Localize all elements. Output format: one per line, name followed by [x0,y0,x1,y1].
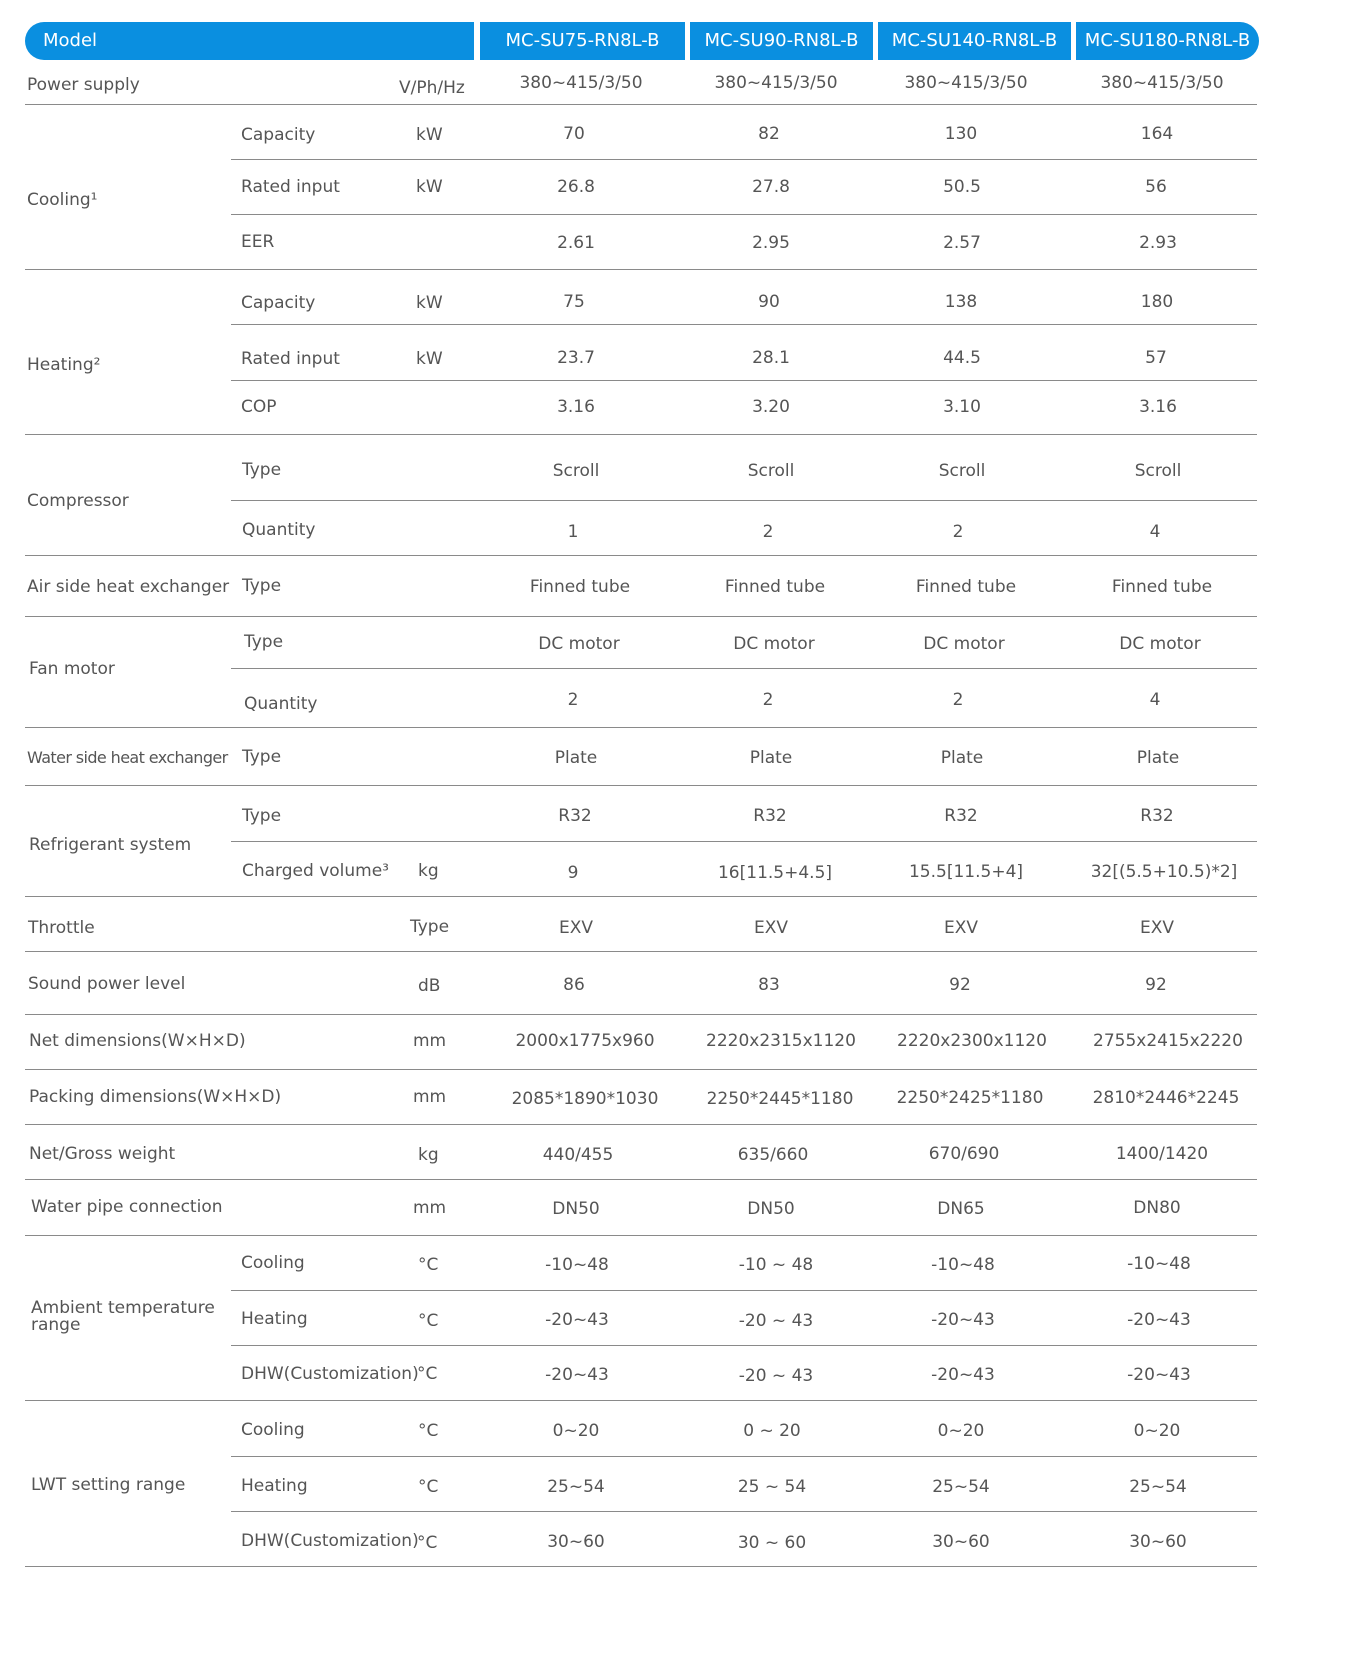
cell: 0~20 [552,1421,600,1441]
divider [231,1290,1257,1291]
cell: 164 [1140,124,1174,144]
divider [231,1456,1257,1457]
cell: 23.7 [557,348,595,368]
cell: 2250*2425*1180 [896,1088,1044,1108]
cell: -10~48 [545,1255,609,1275]
cell: 2810*2446*2245 [1092,1088,1240,1108]
divider [25,951,1257,952]
cell: 90 [758,292,780,312]
cell: 130 [944,124,978,144]
cell: 4 [1149,690,1161,710]
cell: Plate [940,748,984,768]
unit: °C [418,1477,439,1497]
cell: Scroll [938,461,986,481]
row-label-water-pipe: Water pipe connection [31,1197,223,1217]
cell: 16[11.5+4.5] [717,863,833,883]
divider [25,434,1257,435]
cell: 670/690 [928,1144,1000,1164]
unit: °C [417,1364,438,1384]
table-header [0,22,1287,60]
cell: Finned tube [915,577,1017,597]
cell: 56 [1145,177,1167,197]
cell: R32 [1140,806,1174,826]
row-label: Cooling [241,1253,305,1273]
cell: EXV [753,918,789,938]
model-column-3: MC-SU140-RN8L-B [878,22,1071,60]
cell: 2.95 [752,233,790,253]
unit: mm [413,1087,447,1107]
group-label-ambient: Ambient temperature [31,1298,215,1318]
row-label: Type [242,806,282,826]
group-label-water-hx: Water side heat exchanger [27,748,228,767]
row-label: Quantity [242,520,316,540]
cell: 0 ~ 20 [743,1421,801,1441]
cell: 1400/1420 [1115,1144,1209,1164]
cell: 2 [567,690,579,710]
model-column-1: MC-SU75-RN8L-B [480,22,685,60]
cell: 380~415/3/50 [1100,73,1224,93]
cell: 92 [1145,975,1167,995]
cell: DC motor [733,634,815,654]
cell: 83 [758,975,780,995]
cell: 30~60 [932,1532,990,1552]
divider [25,785,1257,786]
cell: Plate [1136,748,1180,768]
model-header: Model [25,22,474,60]
cell: Finned tube [1111,577,1213,597]
divider [25,269,1257,270]
divider [231,500,1257,501]
cell: DC motor [923,634,1005,654]
row-label: Heating [241,1309,308,1329]
unit: dB [418,976,441,996]
cell: DN80 [1133,1198,1181,1218]
cell: DC motor [1119,634,1201,654]
cell: 70 [563,124,585,144]
cell: Finned tube [724,577,826,597]
row-label: Rated input [241,349,340,369]
group-label-compressor: Compressor [27,491,129,511]
row-label: Type [242,460,282,480]
divider [25,727,1257,728]
cell: -20 ~ 43 [738,1311,814,1331]
cell: 138 [944,292,978,312]
divider [231,668,1257,669]
divider [231,324,1257,325]
cell: 2 [952,690,964,710]
cell: 30 ~ 60 [737,1533,807,1553]
cell: -20~43 [545,1310,609,1330]
cell: -10 ~ 48 [738,1255,814,1275]
model-column-2: MC-SU90-RN8L-B [690,22,873,60]
cell: 2085*1890*1030 [511,1089,659,1109]
cell: 4 [1149,522,1161,542]
unit: °C [418,1311,439,1331]
row-label-throttle: Throttle [28,918,95,938]
divider [25,1069,1257,1070]
row-label: DHW(Customization) [241,1531,419,1551]
row-label-power-supply: Power supply [27,75,140,95]
cell: -20~43 [545,1365,609,1385]
cell: 3.16 [557,397,595,417]
cell: 30~60 [1129,1532,1187,1552]
row-label-net-dimensions: Net dimensions(W×H×D) [29,1031,246,1051]
model-column-4: MC-SU180-RN8L-B [1076,22,1259,60]
cell: R32 [944,806,978,826]
group-label-ambient-line2: range [31,1315,81,1335]
cell: 32[(5.5+10.5)*2] [1090,862,1238,882]
unit: mm [413,1031,447,1051]
divider [25,555,1257,556]
divider [231,214,1257,215]
cell: 180 [1140,292,1174,312]
cell: 635/660 [737,1145,809,1165]
divider [25,1124,1257,1125]
cell: 0~20 [1133,1421,1181,1441]
cell: 2000x1775x960 [515,1031,655,1051]
group-label-lwt: LWT setting range [31,1475,186,1495]
cell: 92 [949,975,971,995]
cell: 380~415/3/50 [714,73,838,93]
group-label-air-hx: Air side heat exchanger [27,577,230,597]
unit: kW [416,177,443,197]
cell: EXV [943,918,979,938]
unit: V/Ph/Hz [399,78,465,98]
cell: -20~43 [1127,1365,1191,1385]
cell: 25~54 [1129,1477,1187,1497]
row-label: Heating [241,1476,308,1496]
cell: 2.57 [943,233,981,253]
divider [25,616,1257,617]
cell: R32 [558,806,592,826]
row-label: Rated input [241,177,340,197]
divider [231,380,1257,381]
divider [25,1400,1257,1401]
row-label: Quantity [244,694,318,714]
cell: Finned tube [529,577,631,597]
cell: 0~20 [937,1421,985,1441]
cell: 50.5 [943,177,981,197]
cell: 30~60 [547,1532,605,1552]
cell: 27.8 [752,177,790,197]
unit: kW [416,125,443,145]
cell: 15.5[11.5+4] [908,862,1024,882]
cell: 82 [758,124,780,144]
row-label-packing-dimensions: Packing dimensions(W×H×D) [29,1087,282,1107]
cell: -20~43 [931,1365,995,1385]
cell: 28.1 [752,348,790,368]
cell: 3.16 [1139,397,1177,417]
row-label: Cooling [241,1420,305,1440]
cell: 86 [563,975,585,995]
cell: Scroll [747,461,795,481]
cell: 3.10 [943,397,981,417]
unit: kW [416,349,443,369]
cell: 2.61 [557,233,595,253]
cell: 440/455 [542,1145,614,1165]
cell: Plate [749,748,793,768]
cell: 2 [762,522,774,542]
cell: DN50 [747,1199,795,1219]
row-label: Capacity [241,125,316,145]
group-label-refrigerant: Refrigerant system [29,835,192,855]
cell: 9 [567,863,579,883]
cell: 2220x2300x1120 [897,1031,1047,1051]
unit: kg [418,1145,439,1165]
cell: 2 [762,690,774,710]
row-label: Charged volume³ [242,861,389,881]
cell: 2 [952,522,964,542]
cell: 3.20 [752,397,790,417]
unit: mm [413,1198,447,1218]
cell: 1 [567,522,579,542]
divider [231,841,1257,842]
cell: -10~48 [931,1255,995,1275]
unit: °C [417,1533,438,1553]
cell: 25~54 [547,1477,605,1497]
divider [25,1566,1257,1567]
cell: DN65 [937,1199,985,1219]
cell: EXV [1139,918,1175,938]
divider [25,104,1257,105]
group-label-fan-motor: Fan motor [29,659,115,679]
cell: 25~54 [932,1477,990,1497]
unit: kW [416,293,443,313]
cell: DC motor [538,634,620,654]
row-label-weight: Net/Gross weight [29,1144,176,1164]
divider [25,896,1257,897]
cell: 2755x2415x2220 [1093,1031,1243,1051]
row-label: EER [241,232,275,252]
cell: R32 [753,806,787,826]
row-label: Type [242,747,282,767]
cell: EXV [558,918,594,938]
cell: 25 ~ 54 [737,1477,807,1497]
divider [25,1235,1257,1236]
row-label-sound: Sound power level [28,974,186,994]
divider [231,159,1257,160]
unit: °C [418,1421,439,1441]
divider [25,1014,1257,1015]
cell: -20~43 [1127,1310,1191,1330]
row-label: COP [241,397,277,417]
divider [231,1511,1257,1512]
unit: °C [418,1255,439,1275]
row-label: Capacity [241,293,316,313]
row-label: DHW(Customization) [241,1364,419,1384]
group-label-cooling: Cooling¹ [27,190,98,210]
cell: -20 ~ 43 [738,1366,814,1386]
cell: 2250*2445*1180 [706,1089,854,1109]
cell: 380~415/3/50 [904,73,1028,93]
divider [231,1345,1257,1346]
cell: 26.8 [557,177,595,197]
group-label-heating: Heating² [27,355,101,375]
cell: -20~43 [931,1310,995,1330]
unit: kg [418,861,439,881]
cell: 2220x2315x1120 [706,1031,856,1051]
unit: Type [410,917,450,937]
cell: 2.93 [1139,233,1177,253]
cell: 75 [563,292,585,312]
cell: 57 [1145,348,1167,368]
cell: 380~415/3/50 [519,73,643,93]
cell: -10~48 [1127,1254,1191,1274]
row-label: Type [244,632,284,652]
cell: DN50 [552,1199,600,1219]
cell: Scroll [1134,461,1182,481]
cell: 44.5 [943,348,981,368]
cell: Plate [554,748,598,768]
row-label: Type [242,576,282,596]
divider [25,1179,1257,1180]
cell: Scroll [552,461,600,481]
